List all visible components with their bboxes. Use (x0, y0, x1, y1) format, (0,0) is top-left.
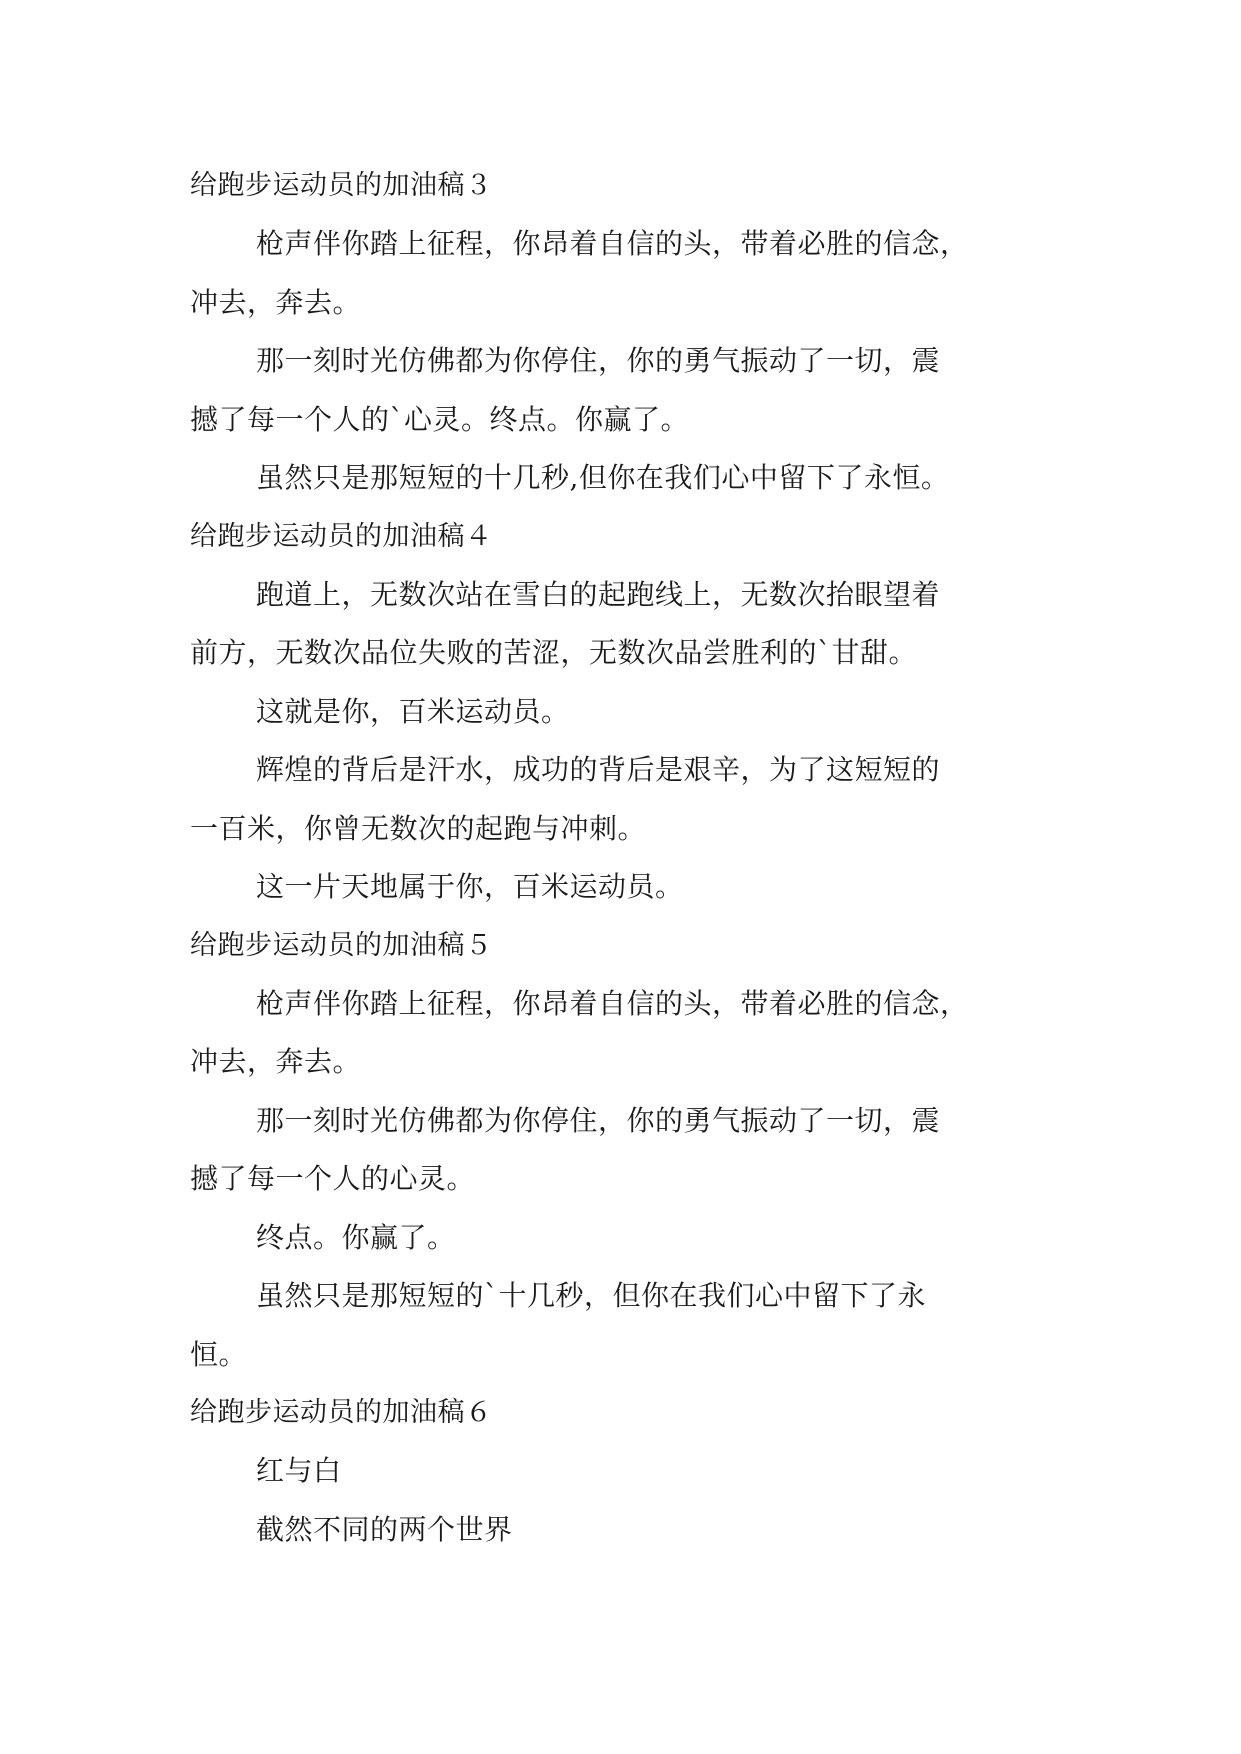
section-heading: 给跑步运动员的加油稿４ (190, 520, 493, 552)
paragraph-line: 前方，无数次品位失败的苦涩，无数次品尝胜利的`甘甜。 (190, 636, 918, 669)
paragraph-line: 枪声伴你踏上征程，你昂着自信的头，带着必胜的信念， (256, 986, 969, 1020)
paragraph-line: 枪声伴你踏上征程，你昂着自信的头，带着必胜的信念， (256, 227, 969, 260)
paragraph-line: 截然不同的两个世界 (256, 1512, 513, 1546)
paragraph-line: 虽然只是那短短的`十几秒，但你在我们心中留下了永 (256, 1279, 927, 1312)
paragraph-line: 辉煌的背后是汗水，成功的背后是艰辛，为了这短短的 (256, 753, 941, 786)
paragraph-line: 终点。你赢了。 (256, 1220, 456, 1254)
section-heading: 给跑步运动员的加油稿５ (190, 929, 493, 961)
paragraph-line: 虽然只是那短短的十几秒,但你在我们心中留下了永恒。 (256, 461, 950, 494)
paragraph-line: 恒。 (190, 1337, 248, 1371)
paragraph-line: 那一刻时光仿佛都为你停住，你的勇气振动了一切，震 (256, 1103, 941, 1137)
paragraph-line: 冲去，奔去。 (190, 1045, 362, 1078)
document-page (190, 157, 1060, 1559)
paragraph-line: 一百米，你曾无数次的起跑与冲刺。 (190, 811, 647, 845)
paragraph-line: 红与白 (256, 1454, 342, 1487)
section-heading: 给跑步运动员的加油稿６ (190, 1397, 493, 1428)
paragraph-line: 那一刻时光仿佛都为你停住，你的勇气振动了一切，震 (256, 344, 941, 377)
section-heading: 给跑步运动员的加油稿３ (190, 170, 493, 201)
paragraph-line: 跑道上，无数次站在雪白的起跑线上，无数次抬眼望着 (256, 577, 941, 611)
paragraph-line: 这就是你，百米运动员。 (256, 694, 570, 728)
paragraph-line: 冲去，奔去。 (190, 285, 362, 319)
paragraph-line: 这一片天地属于你，百米运动员。 (256, 870, 684, 903)
paragraph-line: 撼了每一个人的`心灵。终点。你赢了。 (190, 402, 690, 436)
paragraph-line: 撼了每一个人的心灵。 (190, 1162, 476, 1195)
